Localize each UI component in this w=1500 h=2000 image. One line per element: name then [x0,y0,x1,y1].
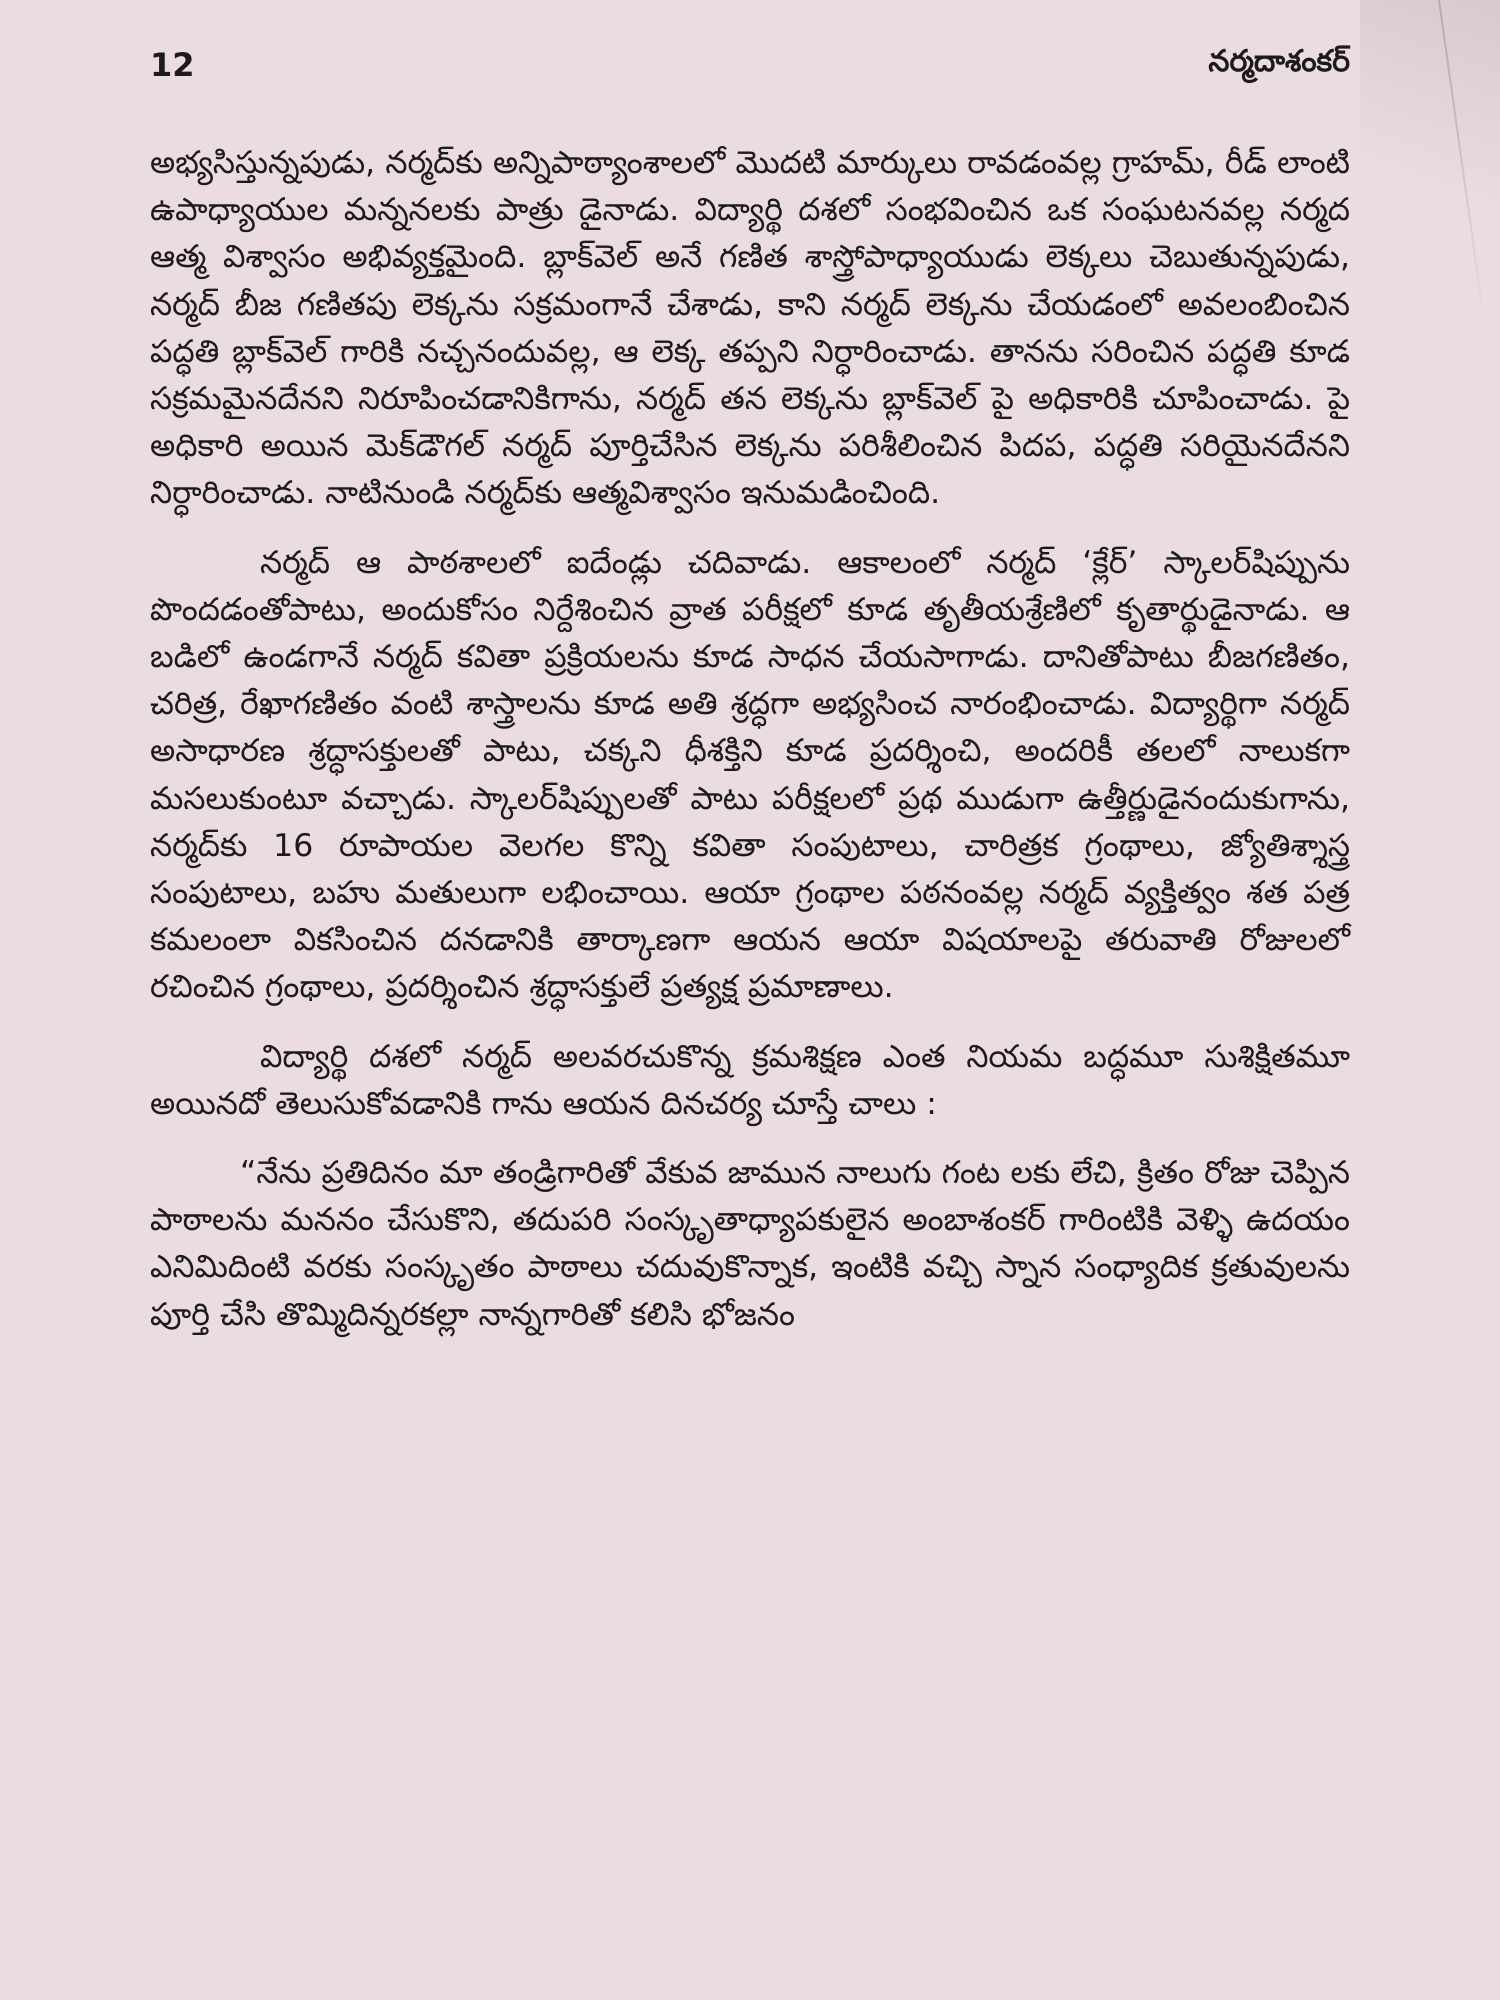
paragraph: నర్మద్ ఆ పాఠశాలలో ఐదేండ్లు చదివాడు. ఆకాలంలో నర్మద్ ‘క్లేర్’ స్కాలర్‌షిప్పును పొందడంతోపాటు, అందుకోసం నిర్దేశించిన వ్రాత పరీక్షలో కూడ తృతీయశ్రేణిలో కృతార్థుడైనాడు. ఆ బడిలో ఉండగానే నర్మద్ కవితా ప్రక్రియలను కూడ సాధన చేయసాగాడు. దానితోపాటు బీజగణితం, చరిత్ర, రేఖాగణితం వంటి శాస్త్రాలను కూడ అతి శ్రద్ధగా అభ్యసించ నారంభించాడు. విద్యార్థిగా నర్మద్ అసాధారణ శ్రద్ధాసక్తులతో పాటు, చక్కని ధీశక్తిని కూడ ప్రదర్శించి, అందరికీ తలలో నాలుకగా మసలుకుంటూ వచ్చాడు. స్కాలర్‌షిప్పులతో పాటు పరీక్షలలో ప్రథ ముడుగా ఉత్తీర్ణుడైనందుకుగాను, నర్మద్‌కు 16 రూపాయల వెలగల కొన్ని కవితా సంపుటాలు, చారిత్రక గ్రంథాలు, జ్యోతిశ్శాస్త్ర సంపుటాలు, బహు మతులుగా లభించాయి. ఆయా గ్రంథాల పఠనంవల్ల నర్మద్ వ్యక్తిత్వం శత పత్ర కమలంలా వికసించిన దనడానికి తార్కాణగా ఆయన ఆయా విషయాలపై తరువాతి రోజులలో రచించిన గ్రంథాలు, ప్రదర్శించిన శ్రద్ధాసక్తులే ప్రత్యక్ష ప్రమాణాలు. [150,544,1350,1006]
paragraph-continued: అభ్యసిస్తున్నపుడు, నర్మద్‌కు అన్నిపాఠ్యాంశాలలో మొదటి మార్కులు రావడంవల్ల గ్రాహమ్, రీడ్ లాంటి ఉపాధ్యాయుల మన్ననలకు పాత్రు డైనాడు. విద్యార్థి దశలో సంభవించిన ఒక సంఘటనవల్ల నర్మద ఆత్మ విశ్వాసం అభివ్యక్తమైంది. బ్లాక్‌వెల్ అనే గణిత శాస్త్రోపాధ్యాయుడు లెక్కలు చెబుతున్నపుడు, నర్మద్ బీజ గణితపు లెక్కను సక్రమంగానే చేశాడు, కాని నర్మద్ లెక్కను చేయడంలో అవలంబించిన పద్ధతి బ్లాక్‌వెల్ గారికి నచ్చనందువల్ల, ఆ లెక్క తప్పని నిర్ధారించాడు. తానను సరించిన పద్ధతి కూడ సక్రమమైనదేనని నిరూపించడానికిగాను, నర్మద్ తన లెక్కను బ్లాక్‌వెల్ పై అధికారికి చూపించాడు. పై అధికారి అయిన మెక్‌డౌగల్ నర్మద్ పూర్తిచేసిన లెక్కను పరిశీలించిన పిదప, పద్ధతి సరియైనదేనని నిర్ధారించాడు. నాటినుండి నర్మద్‌కు ఆత్మవిశ్వాసం ఇనుమడించింది. [150,145,1350,512]
quoted-paragraph: “నేను ప్రతిదినం మా తండ్రిగారితో వేకువ జామున నాలుగు గంట లకు లేచి, క్రితం రోజు చెప్పిన పాఠాలను మననం చేసుకొని, తదుపరి సంస్కృతాధ్యాపకులైన అంబాశంకర్ గారింటికి వెళ్ళి ఉదయం ఎనిమిదింటి వరకు సంస్కృతం పాఠాలు చదువుకొన్నాక, ఇంటికి వచ్చి స్నాన సంధ్యాదిక క్రతువులను పూర్తి చేసి తొమ్మిదిన్నరకల్లా నాన్నగారితో కలిసి భోజనం [150,1155,1350,1333]
page-header [150,40,1350,90]
page-number: 12 [150,46,195,84]
paragraph: విద్యార్థి దశలో నర్మద్ అలవరచుకొన్న క్రమశిక్షణ ఎంత నియమ బద్ధమూ సుశిక్షితమూ అయినదో తెలుసుకోవడానికి గాను ఆయన దినచర్య చూస్తే చాలు : [150,1038,1350,1122]
paper-crease [1438,0,1486,327]
body-text [150,140,1350,1361]
running-title: నర్మదాశంకర్ [1208,44,1350,79]
